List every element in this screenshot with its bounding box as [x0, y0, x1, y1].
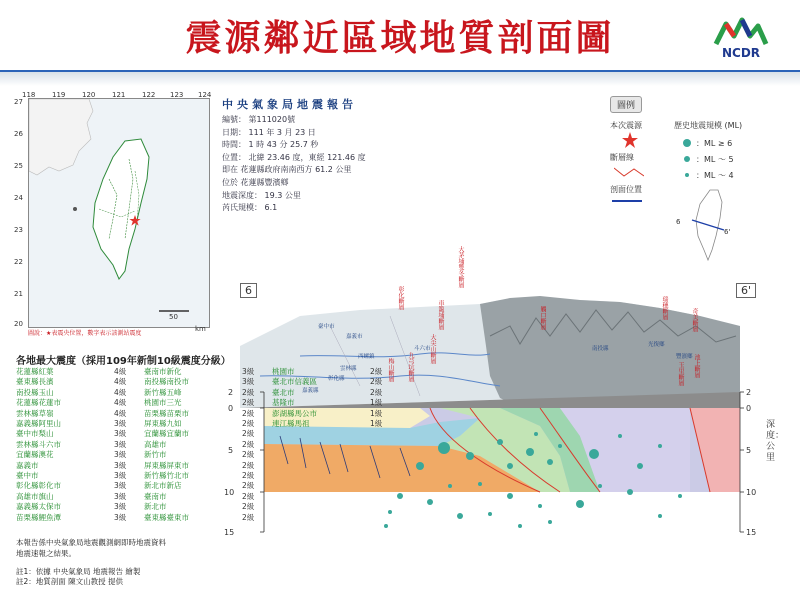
station-level: 3級	[114, 502, 127, 512]
place-label: 豐濱鄉	[676, 354, 693, 360]
fault-label: 玉里斷層	[677, 362, 684, 386]
page-title: 震源鄰近區域地質剖面圖	[185, 17, 615, 59]
legend-quake-label: 本次震源	[610, 121, 642, 130]
station-name: 新北市	[144, 502, 167, 512]
intensity-row	[16, 367, 400, 377]
intensity-row	[16, 440, 400, 450]
legend-m4: ：ML ～ 4	[696, 171, 734, 180]
station-level: 4級	[114, 387, 127, 397]
legend-profile-label: 剖面位置	[610, 185, 642, 194]
station-level: 3級	[114, 481, 127, 491]
station-name: 苗栗縣鯉魚潭	[16, 512, 61, 522]
station-name: 嘉義縣阿里山	[16, 419, 61, 429]
fault-label: 大尖山斷層	[429, 334, 436, 364]
report-line-position: 位置： 北緯 23.46 度，東經 121.46 度	[222, 152, 366, 162]
station-level: 2級	[242, 512, 255, 522]
station-name: 宜蘭縣澳花	[16, 450, 54, 460]
station-name: 雲林縣草嶺	[16, 408, 54, 418]
depth-tick-right: 0	[746, 404, 752, 413]
legend-tag: 圖例	[610, 96, 642, 113]
place-label: 嘉義市	[346, 334, 363, 340]
lat-tick: 25	[14, 162, 23, 170]
report-line-date: 日期： 111 年 3 月 23 日	[222, 127, 316, 137]
fault-label: 奇美斷層	[691, 308, 698, 332]
station-name: 臺中市	[16, 471, 39, 481]
lon-tick: 121	[112, 91, 126, 99]
legend-fault-label: 斷層線	[610, 153, 634, 162]
intensity-row	[16, 388, 400, 398]
ncdr-mountain-icon	[712, 14, 770, 48]
station-level: 3級	[114, 471, 127, 481]
inset-start-label: 6	[676, 218, 681, 226]
station-level: 2級	[242, 408, 255, 418]
station-level: 3級	[114, 439, 127, 449]
station-level: 3級	[242, 367, 255, 376]
station-level: 3級	[114, 491, 127, 501]
report-title: 中央氣象局地震報告	[222, 98, 357, 111]
station-name: 臺北市信義區	[272, 377, 317, 387]
station-level: 2級	[370, 377, 383, 387]
depth-tick-right: 10	[746, 488, 757, 497]
station-level: 2級	[242, 481, 255, 491]
station-level: 3級	[114, 419, 127, 429]
m5-dot-icon	[683, 154, 693, 164]
intensity-table	[16, 367, 400, 523]
report-line-time: 時間： 1 時 43 分 25.7 秒	[222, 140, 319, 150]
station-name: 臺北市	[272, 387, 295, 397]
place-label: 嘉義縣	[302, 388, 319, 394]
terrain-mountains	[480, 296, 740, 408]
place-label: 南投縣	[592, 346, 609, 352]
station-name: 澎湖縣馬公市	[272, 408, 317, 418]
station-level: 4級	[114, 408, 127, 418]
station-level: 2級	[242, 439, 255, 449]
legend-m5: ：ML ～ 5	[696, 155, 734, 164]
station-name: 苗栗縣苗栗市	[144, 408, 189, 418]
station-level: 1級	[370, 408, 383, 418]
lon-tick: 123	[170, 91, 184, 99]
station-name: 新竹市	[144, 450, 167, 460]
lon-tick: 118	[22, 91, 36, 99]
station-name: 臺南市	[144, 491, 167, 501]
station-name: 桃園市三光	[144, 398, 182, 408]
intensity-row	[16, 450, 400, 460]
place-label: 彰化縣	[328, 376, 345, 382]
depth-tick-left: 5	[228, 446, 234, 455]
legend	[610, 96, 782, 246]
source-notes	[16, 567, 140, 587]
station-level: 2級	[242, 460, 255, 470]
fault-label: 彰化斷層	[397, 286, 404, 310]
intensity-row	[16, 502, 400, 512]
station-level: 2級	[242, 398, 255, 408]
note-line: 註1：依據 中央氣象局 地震報告 繪製	[16, 567, 141, 576]
fault-label: 大茅埔雙冬斷層	[457, 246, 464, 288]
taiwan-map-graphic	[29, 99, 209, 327]
depth-tick-left: 2	[228, 388, 234, 397]
station-name: 連江縣馬祖	[272, 419, 310, 429]
intensity-title: 各地最大震度（採用109年新制10級震度分級）	[16, 356, 231, 367]
map-scale-value: 50	[169, 313, 178, 321]
fault-label: 池上斷層	[693, 354, 700, 378]
station-level: 2級	[242, 429, 255, 439]
station-level: 4級	[114, 377, 127, 387]
report-line-depth: 地震深度： 19.3 公里	[222, 190, 301, 200]
station-name: 屏東縣屏東市	[144, 460, 189, 470]
inset-taiwan-map	[680, 188, 740, 272]
station-level: 2級	[370, 367, 383, 376]
inset-end-label: 6'	[724, 228, 731, 236]
lat-tick: 26	[14, 130, 23, 138]
station-name: 嘉義市	[16, 460, 39, 470]
station-level: 4級	[114, 398, 127, 408]
station-level: 2級	[242, 491, 255, 501]
station-name: 臺東縣臺東市	[144, 512, 189, 522]
map-scale-unit: km	[195, 325, 206, 333]
place-label: 西螺鎮	[358, 354, 375, 360]
intensity-row	[16, 513, 400, 523]
lon-tick: 122	[142, 91, 156, 99]
fault-label: 瑞穗斷層	[661, 296, 668, 320]
station-name: 臺東縣長濱	[16, 377, 54, 387]
station-level: 3級	[114, 450, 127, 460]
station-level: 2級	[242, 471, 255, 481]
m6-dot-icon	[682, 138, 692, 148]
station-name: 嘉義縣太保市	[16, 502, 61, 512]
station-level: 1級	[370, 398, 383, 408]
station-name: 雲林縣斗六市	[16, 439, 61, 449]
report-line-township: 位於 花蓮縣豐濱鄉	[222, 177, 289, 187]
depth-unit-label: 深度：公里	[766, 420, 785, 463]
station-level: 2級	[242, 502, 255, 512]
profile-line-icon	[612, 198, 642, 204]
place-label: 斗六市	[414, 346, 431, 352]
lat-tick: 22	[14, 258, 23, 266]
lat-tick: 20	[14, 320, 23, 328]
lon-tick: 120	[82, 91, 96, 99]
depth-tick-left: 15	[224, 528, 235, 537]
intensity-row	[16, 461, 400, 471]
depth-tick-right: 15	[746, 528, 757, 537]
location-map	[28, 98, 210, 333]
section-end-label: 6'	[736, 283, 756, 298]
station-name: 屏東縣九如	[144, 419, 182, 429]
fault-label: 梅山斷層	[387, 358, 394, 382]
station-level: 1級	[370, 419, 383, 429]
fault-line-icon	[614, 166, 644, 178]
station-name: 基隆市	[272, 398, 295, 408]
report-footer	[16, 537, 166, 559]
intensity-row	[16, 492, 400, 502]
station-level: 3級	[114, 460, 127, 470]
depth-tick-right: 5	[746, 446, 752, 455]
intensity-row	[16, 409, 400, 419]
fault-label: 九芎坑斷層	[407, 352, 414, 382]
station-name: 臺南市新化	[144, 367, 182, 376]
station-level: 2級	[370, 387, 383, 397]
intensity-row	[16, 377, 400, 387]
intensity-row	[16, 429, 400, 439]
station-name: 宜蘭縣宜蘭市	[144, 429, 189, 439]
station-level: 4級	[114, 367, 127, 376]
depth-tick-left: 10	[224, 488, 235, 497]
report-line-number: 編號： 第111020號	[222, 115, 296, 124]
intensity-row	[16, 471, 400, 481]
intensity-row	[16, 419, 400, 429]
station-level: 3級	[242, 377, 255, 387]
lat-tick: 27	[14, 98, 23, 106]
station-name: 高雄市	[144, 439, 167, 449]
map-note: 圖說：★表震央位置，數字表示該測站震度	[28, 330, 142, 337]
depth-tick-left: 0	[228, 404, 234, 413]
station-level: 2級	[242, 387, 255, 397]
m4-dot-icon	[684, 170, 694, 180]
report-line-relative: 即在 花蓮縣政府南南西方 61.2 公里	[222, 165, 352, 175]
station-name: 臺中市梨山	[16, 429, 54, 439]
station-name: 南投縣玉山	[16, 387, 54, 397]
place-label: 雲林縣	[340, 366, 357, 372]
station-level: 3級	[114, 429, 127, 439]
depth-tick-right: 2	[746, 388, 752, 397]
station-name: 高雄市旗山	[16, 491, 54, 501]
station-name: 新竹縣五峰	[144, 387, 182, 397]
station-name: 新北市新店	[144, 481, 182, 491]
header-divider	[0, 70, 800, 86]
section-start-label: 6	[240, 283, 257, 298]
station-level: 2級	[242, 450, 255, 460]
station-name: 新竹縣竹北市	[144, 471, 189, 481]
intensity-row	[16, 481, 400, 491]
lat-tick: 24	[14, 194, 23, 202]
lat-tick: 23	[14, 226, 23, 234]
quake-star-icon	[622, 132, 638, 148]
legend-m6: ：ML ≥ 6	[696, 139, 733, 148]
station-name: 桃園市	[272, 367, 295, 376]
ncdr-logo	[712, 14, 770, 64]
footer-line: 地震速報之結果。	[16, 549, 76, 558]
station-name: 花蓮縣花蓮市	[16, 398, 61, 408]
station-name: 南投縣南投市	[144, 377, 189, 387]
footer-line: 本報告係中央氣象局地震觀測網即時地震資料	[16, 538, 166, 547]
note-line: 註2：地質剖面 陳文山教授 提供	[16, 577, 124, 586]
station-level: 3級	[114, 512, 127, 522]
lon-tick: 124	[198, 91, 212, 99]
lat-tick: 21	[14, 290, 23, 298]
report-line-magnitude: 芮氏規模： 6.1	[222, 203, 278, 213]
report-body	[222, 114, 366, 215]
intensity-row	[16, 398, 400, 408]
fault-label: 觸口斷層	[539, 306, 546, 330]
station-level: 2級	[242, 419, 255, 429]
station-name: 彰化縣彰化市	[16, 481, 61, 491]
logo-text: NCDR	[721, 46, 761, 60]
legend-history-label: 歷史地震規模 (ML)	[674, 121, 743, 130]
lon-tick: 119	[52, 91, 66, 99]
fault-label: 車籠埔斷層	[437, 300, 444, 330]
place-label: 光復鄉	[648, 342, 665, 348]
station-name: 花蓮縣紅葉	[16, 367, 54, 376]
place-label: 臺中市	[318, 324, 335, 330]
